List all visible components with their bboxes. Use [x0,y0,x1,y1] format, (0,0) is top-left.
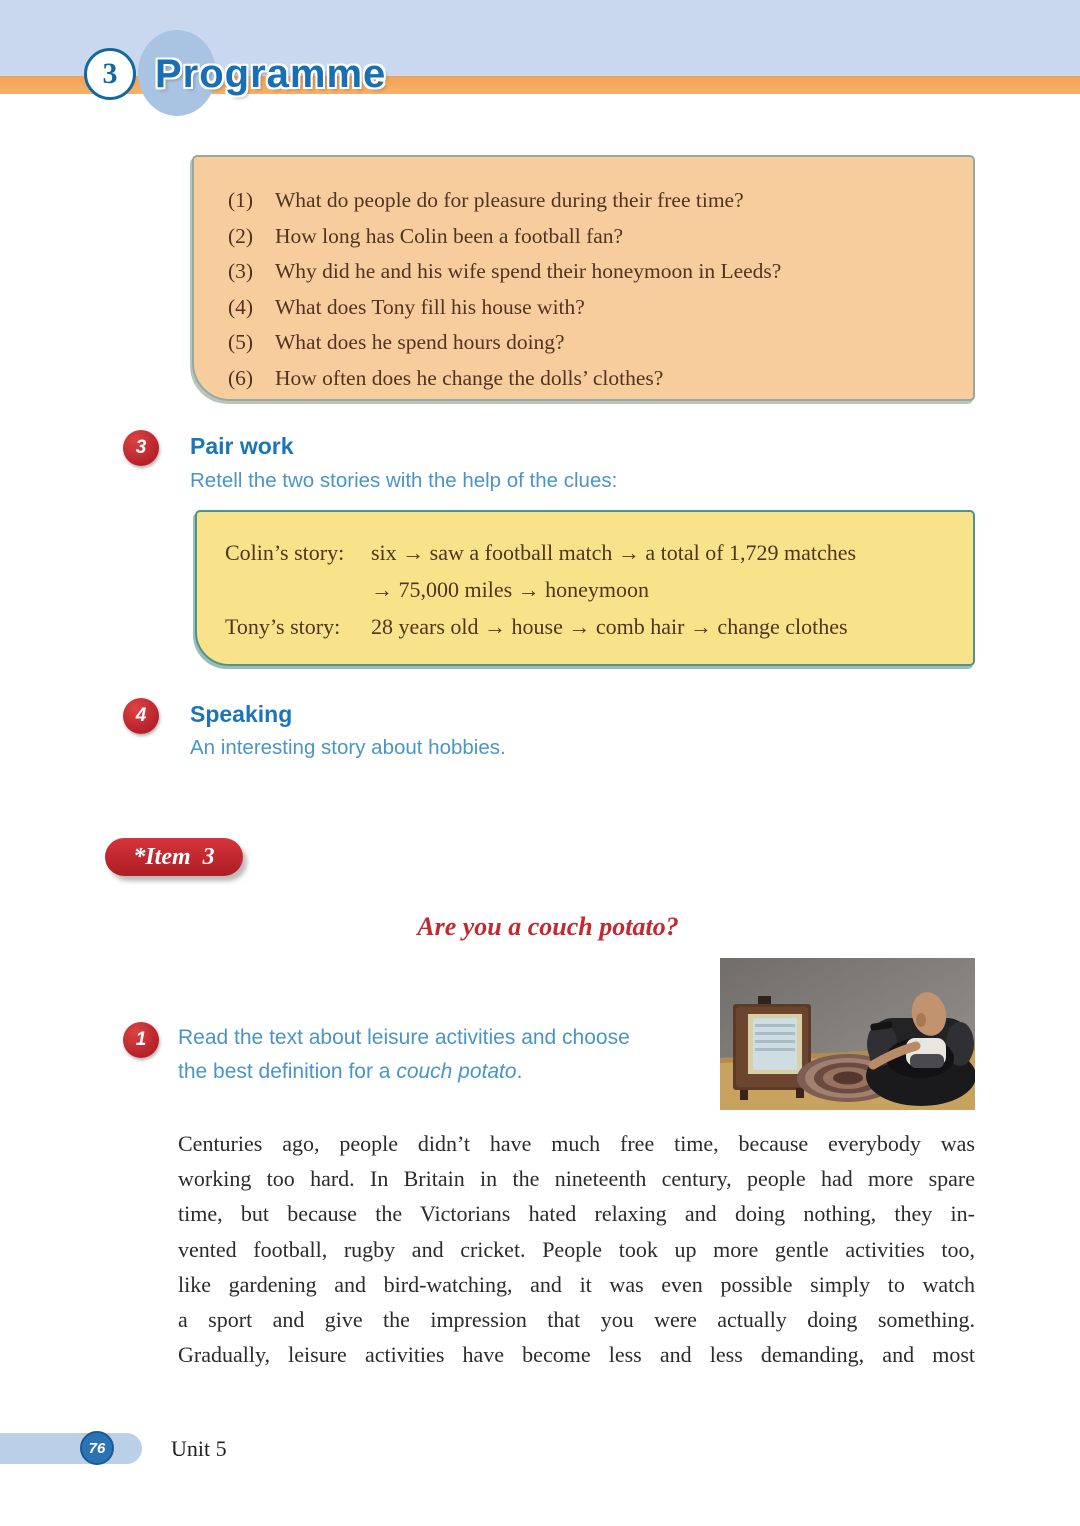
colin-story-row [225,534,963,608]
question-text: What do people do for pleasure during their free time? [275,188,744,212]
paragraph-line: vented football, rugby and cricket. People took up more gentle activities too, [178,1236,975,1262]
section-badge-number: 1 [135,1029,147,1050]
unit-number-badge [84,48,136,100]
paragraph-line: like gardening and bird-watching, and it was even possible simply to watch [178,1271,975,1297]
colin-story-clues [371,534,856,608]
question-number: (1) [228,188,254,212]
instruction-suffix: . [516,1060,523,1083]
questions-box [192,155,975,401]
couch-potato-photo [720,958,975,1110]
speaking-subtitle: An interesting story about hobbies. [190,736,506,759]
page-number-badge [80,1431,114,1465]
question-number: (5) [228,330,254,355]
question-item [228,325,953,361]
question-text: How often does he change the dolls’ clothes? [275,365,664,390]
question-text: Why did he and his wife spend their honeymoon in Leeds? [275,259,782,284]
question-text: What does Tony fill his house with? [275,294,585,319]
section-badge-3 [123,430,159,466]
paragraph-line: working too hard. In Britain in the nineteenth century, people had more spare [178,1166,975,1192]
colin-clues-line1: six → saw a football match → a total of 1,729 matches [371,540,857,565]
section-badge-4 [123,698,159,734]
question-item [228,183,953,219]
tony-story-label: Tony’s story: [225,614,341,639]
section-badge-number: 4 [135,705,147,726]
couch-potato-illustration [720,958,975,1110]
colin-clues-line2: → 75,000 miles → honeymoon [371,577,650,602]
unit-label: Unit 5 [171,1436,227,1461]
section-badge-number: 3 [135,437,147,458]
paragraph-line: Gradually, leisure activities have become less and less demanding, and most [178,1342,975,1368]
item-banner: *Item 3 [105,838,243,876]
reading-paragraph [178,1126,975,1372]
question-item [228,254,953,290]
question-text: What does he spend hours doing? [275,330,565,355]
reading-title: Are you a couch potato? [417,912,679,941]
paragraph-line: Centuries ago, people didn’t have much free time, because everybody was [178,1131,975,1156]
unit-number: 3 [102,57,118,90]
reading-instruction-line2 [178,1060,522,1084]
reading-instruction-line1: Read the text about leisure activities and choose [178,1026,630,1049]
pair-work-subtitle: Retell the two stories with the help of the clues: [190,469,618,492]
page-number: 76 [88,1439,106,1457]
tony-story-row [225,608,963,645]
paragraph-line: time, but because the Victorians hated relaxing and doing nothing, they in- [178,1201,975,1227]
couch-potato-term: couch potato [396,1060,517,1083]
footer-pill [0,1433,142,1464]
tony-story-clues: 28 years old → house → comb hair → change clothes [371,614,848,639]
page-title: Programme [155,52,387,96]
question-item [228,290,953,326]
clues-box [195,510,975,666]
question-number: (6) [228,365,254,390]
colin-story-label: Colin’s story: [225,540,345,565]
instruction-prefix: the best definition for a [178,1060,397,1083]
section-badge-1 [123,1022,159,1058]
question-text: How long has Colin been a football fan? [275,223,624,248]
pair-work-title: Pair work [190,433,294,459]
speaking-title: Speaking [190,701,293,727]
question-number: (4) [228,294,254,319]
question-number: (2) [228,223,254,248]
question-item [228,361,953,397]
question-number: (3) [228,259,254,284]
paragraph-line: a sport and give the impression that you were actually doing something. [178,1306,975,1332]
question-item [228,219,953,255]
